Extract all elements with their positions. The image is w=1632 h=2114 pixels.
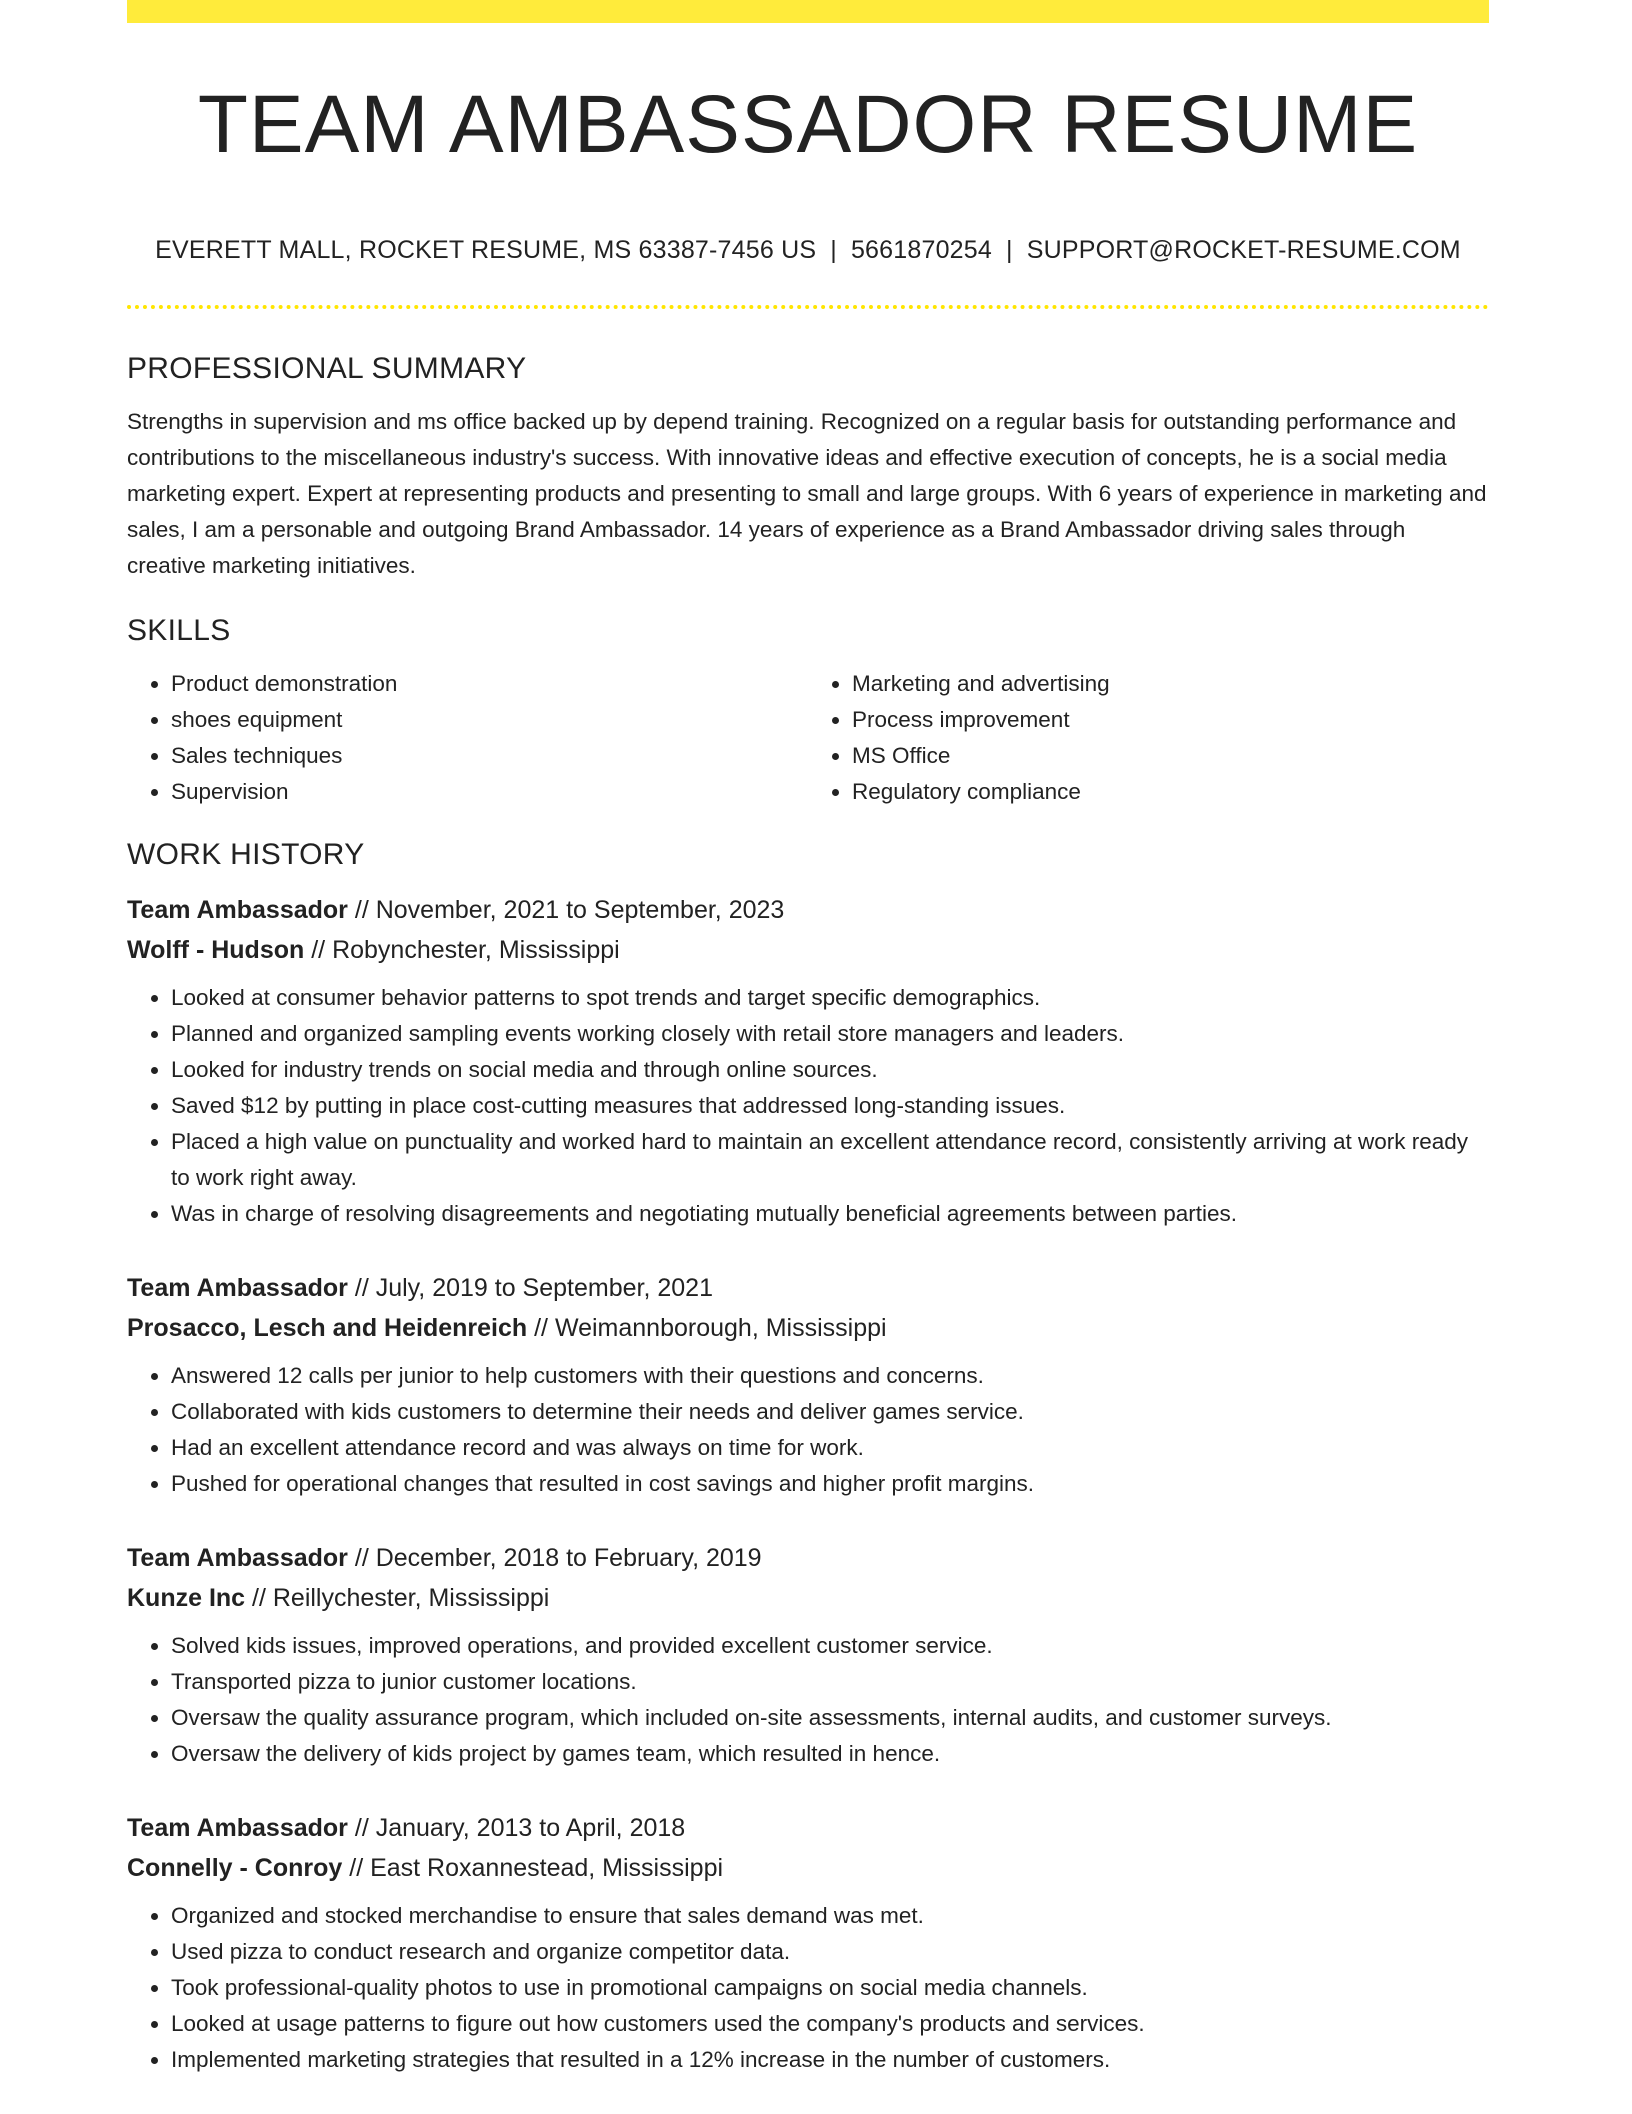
job-location: // East Roxannestead, Mississippi (342, 1854, 724, 1882)
job-company: Prosacco, Lesch and Heidenreich (127, 1314, 528, 1342)
job-location: // Weimannborough, Mississippi (527, 1314, 887, 1342)
resume-title: TEAM AMBASSADOR RESUME (197, 79, 1419, 170)
job-bullet: • Looked for industry trends on social media and through online sources. (171, 1052, 1489, 1088)
job-bullet: • Used pizza to conduct research and organize competitor data. (171, 1934, 1489, 1970)
job-company-line (127, 1848, 1489, 1888)
job-location: // Reillychester, Mississippi (245, 1584, 550, 1612)
job-bullet: • Organized and stocked merchandise to ensure that sales demand was met. (171, 1898, 1489, 1934)
job-bullet: • Solved kids issues, improved operations, and provided excellent customer service. (171, 1628, 1489, 1664)
job-bullet: • Planned and organized sampling events working closely with retail store managers and leaders. (171, 1016, 1489, 1052)
job-company: Kunze Inc (127, 1584, 246, 1612)
job-entry (127, 1268, 1489, 1502)
job-bullet: • Answered 12 calls per junior to help customers with their questions and concerns. (171, 1358, 1489, 1394)
job-bullet: • Took professional-quality photos to use in promotional campaigns on social media channels. (171, 1970, 1489, 2006)
job-dates: // January, 2013 to April, 2018 (347, 1814, 686, 1842)
work-history-heading: WORK HISTORY (127, 838, 365, 871)
contact-address: EVERETT MALL, ROCKET RESUME, MS 63387-7456 US (155, 236, 817, 264)
skill-item: • Marketing and advertising (852, 666, 1489, 702)
skills-column-right (808, 666, 1489, 810)
skill-item: • Product demonstration (171, 666, 808, 702)
job-bullet: • Implemented marketing strategies that resulted in a 12% increase in the number of customers. (171, 2042, 1489, 2078)
summary-heading: PROFESSIONAL SUMMARY (127, 352, 527, 385)
job-company: Connelly - Conroy (127, 1854, 343, 1882)
contact-phone: 5661870254 (850, 236, 992, 264)
job-bullets (127, 1898, 1489, 2078)
job-title: Team Ambassador (127, 1544, 348, 1572)
job-bullets (127, 1628, 1489, 1772)
job-company-line (127, 1578, 1489, 1618)
skill-item: • Process improvement (852, 702, 1489, 738)
job-title: Team Ambassador (127, 1814, 348, 1842)
job-dates: // November, 2021 to September, 2023 (347, 896, 785, 924)
job-bullet: • Collaborated with kids customers to determine their needs and deliver games service. (171, 1394, 1489, 1430)
job-bullet: • Looked at consumer behavior patterns to spot trends and target specific demographics. (171, 980, 1489, 1016)
contact-separator: | (1006, 236, 1013, 264)
skill-item: • Regulatory compliance (852, 774, 1489, 810)
accent-bar (127, 0, 1489, 23)
job-bullet: • Transported pizza to junior customer locations. (171, 1664, 1489, 1700)
skill-item: • Supervision (171, 774, 808, 810)
job-bullet: • Was in charge of resolving disagreements and negotiating mutually beneficial agreements between parties. (171, 1196, 1489, 1232)
job-bullet: • Oversaw the quality assurance program, which included on-site assessments, internal audits, and customer surveys. (171, 1700, 1489, 1736)
job-company: Wolff - Hudson (127, 936, 305, 964)
skill-item: • Sales techniques (171, 738, 808, 774)
contact-separator: | (830, 236, 837, 264)
job-dates: // December, 2018 to February, 2019 (347, 1544, 762, 1572)
job-company-line (127, 930, 1489, 970)
resume-content (127, 352, 1489, 2114)
job-title: Team Ambassador (127, 896, 348, 924)
skill-item: • MS Office (852, 738, 1489, 774)
job-dates: // July, 2019 to September, 2021 (347, 1274, 713, 1302)
job-title: Team Ambassador (127, 1274, 348, 1302)
skill-item: • shoes equipment (171, 702, 808, 738)
job-title-line (127, 890, 1489, 930)
contact-email: SUPPORT@ROCKET-RESUME.COM (1026, 236, 1461, 264)
job-bullet: • Saved $12 by putting in place cost-cutting measures that addressed long-standing issues. (171, 1088, 1489, 1124)
summary-text: Strengths in supervision and ms office backed up by depend training. Recognized on a regular basis for outstanding performance and contributions to the miscellaneous industry's success. With innovative ideas and effective execution of concepts, he is a social media marketing expert. Expert at representing products and presenting to small and large groups. With 6 years of experience in marketing and sales, I am a personable and outgoing Brand Ambassador. 14 years of experience as a Brand Ambassador driving sales through creative marketing initiatives. (127, 409, 1487, 578)
job-bullet: • Had an excellent attendance record and was always on time for work. (171, 1430, 1489, 1466)
dotted-divider (127, 305, 1489, 309)
skills-list (127, 666, 1489, 810)
job-entry (127, 1808, 1489, 2078)
job-title-line (127, 1268, 1489, 1308)
job-bullet: • Placed a high value on punctuality and worked hard to maintain an excellent attendance record, consistently arriving at work ready to work right away. (171, 1124, 1489, 1196)
job-bullet: • Looked at usage patterns to figure out how customers used the company's products and services. (171, 2006, 1489, 2042)
job-entry (127, 1538, 1489, 1772)
job-title-line (127, 1808, 1489, 1848)
job-bullets (127, 980, 1489, 1232)
job-entry (127, 890, 1489, 1232)
job-bullets (127, 1358, 1489, 1502)
job-location: // Robynchester, Mississippi (304, 936, 620, 964)
job-company-line (127, 1308, 1489, 1348)
skills-column-left (127, 666, 808, 810)
job-bullet: • Oversaw the delivery of kids project by games team, which resulted in hence. (171, 1736, 1489, 1772)
contact-line (127, 236, 1489, 265)
job-title-line (127, 1538, 1489, 1578)
job-bullet: • Pushed for operational changes that resulted in cost savings and higher profit margins. (171, 1466, 1489, 1502)
skills-heading: SKILLS (127, 614, 231, 647)
